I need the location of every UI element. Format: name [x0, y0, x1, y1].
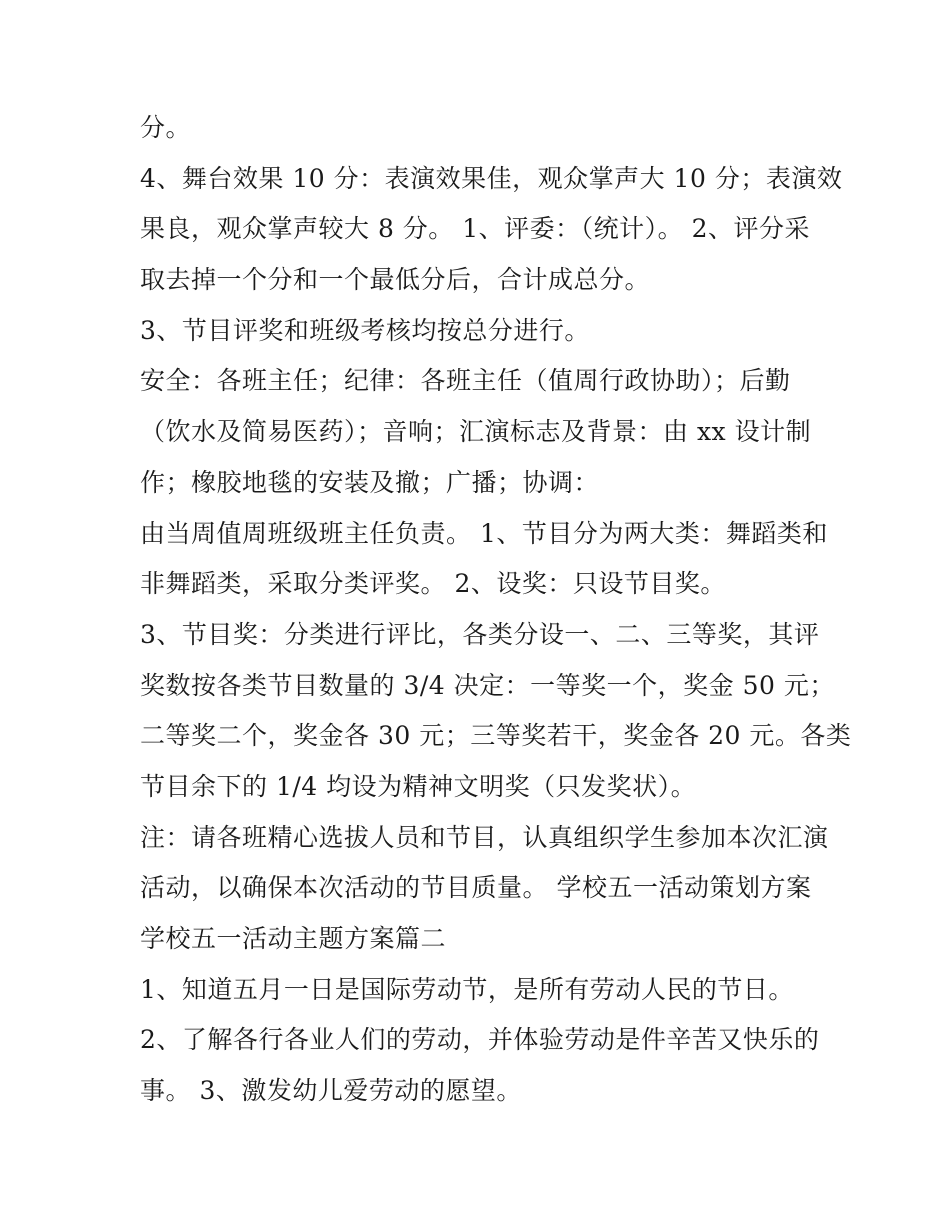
text-line: 节目余下的 1/4 均设为精神文明奖（只发奖状）。 [140, 771, 697, 801]
text-line: 3、节目奖：分类进行评比，各类分设一、二、三等奖，其评 [140, 619, 820, 649]
text-line: 2、了解各行各业人们的劳动，并体验劳动是件辛苦又快乐的 [140, 1025, 820, 1055]
text-line: 作；橡胶地毯的安装及撤；广播；协调： [140, 467, 600, 497]
text-line: 果良，观众掌声较大 8 分。 1、评委：（统计）。 2、评分采 [140, 214, 811, 244]
section-heading: 学校五一活动主题方案篇二 [140, 924, 447, 953]
text-line: 事。 3、激发幼儿爱劳动的愿望。 [140, 1076, 522, 1106]
text-line: 4、舞台效果 10 分：表演效果佳，观众掌声大 10 分；表演效 [140, 163, 843, 193]
text-line: 取去掉一个分和一个最低分后，合计成总分。 [140, 265, 651, 295]
text-line: 3、节目评奖和班级考核均按总分进行。 [140, 315, 590, 345]
text-line: 安全：各班主任；纪律：各班主任（值周行政协助）；后勤 [140, 366, 791, 396]
text-line: 注：请各班精心选拔人员和节目，认真组织学生参加本次汇演 [140, 822, 829, 852]
text-line: 由当周值周班级班主任负责。 1、节目分为两大类：舞蹈类和 [140, 518, 828, 548]
text-line: 奖数按各类节目数量的 3/4 决定：一等奖一个，奖金 50 元； [140, 670, 835, 700]
text-line: 1、知道五月一日是国际劳动节，是所有劳动人民的节日。 [140, 974, 794, 1004]
text-line: 活动，以确保本次活动的节目质量。 学校五一活动策划方案 [140, 873, 812, 903]
text-line: 非舞蹈类，采取分类评奖。 2、设奖：只设节目奖。 [140, 569, 726, 599]
document-body [140, 103, 852, 1117]
text-line: 分。 [140, 113, 192, 142]
text-line: （饮水及简易医药）；音响；汇演标志及背景：由 xx 设计制 [140, 417, 812, 447]
text-line: 二等奖二个，奖金各 30 元；三等奖若干，奖金各 20 元。各类 [140, 721, 852, 751]
